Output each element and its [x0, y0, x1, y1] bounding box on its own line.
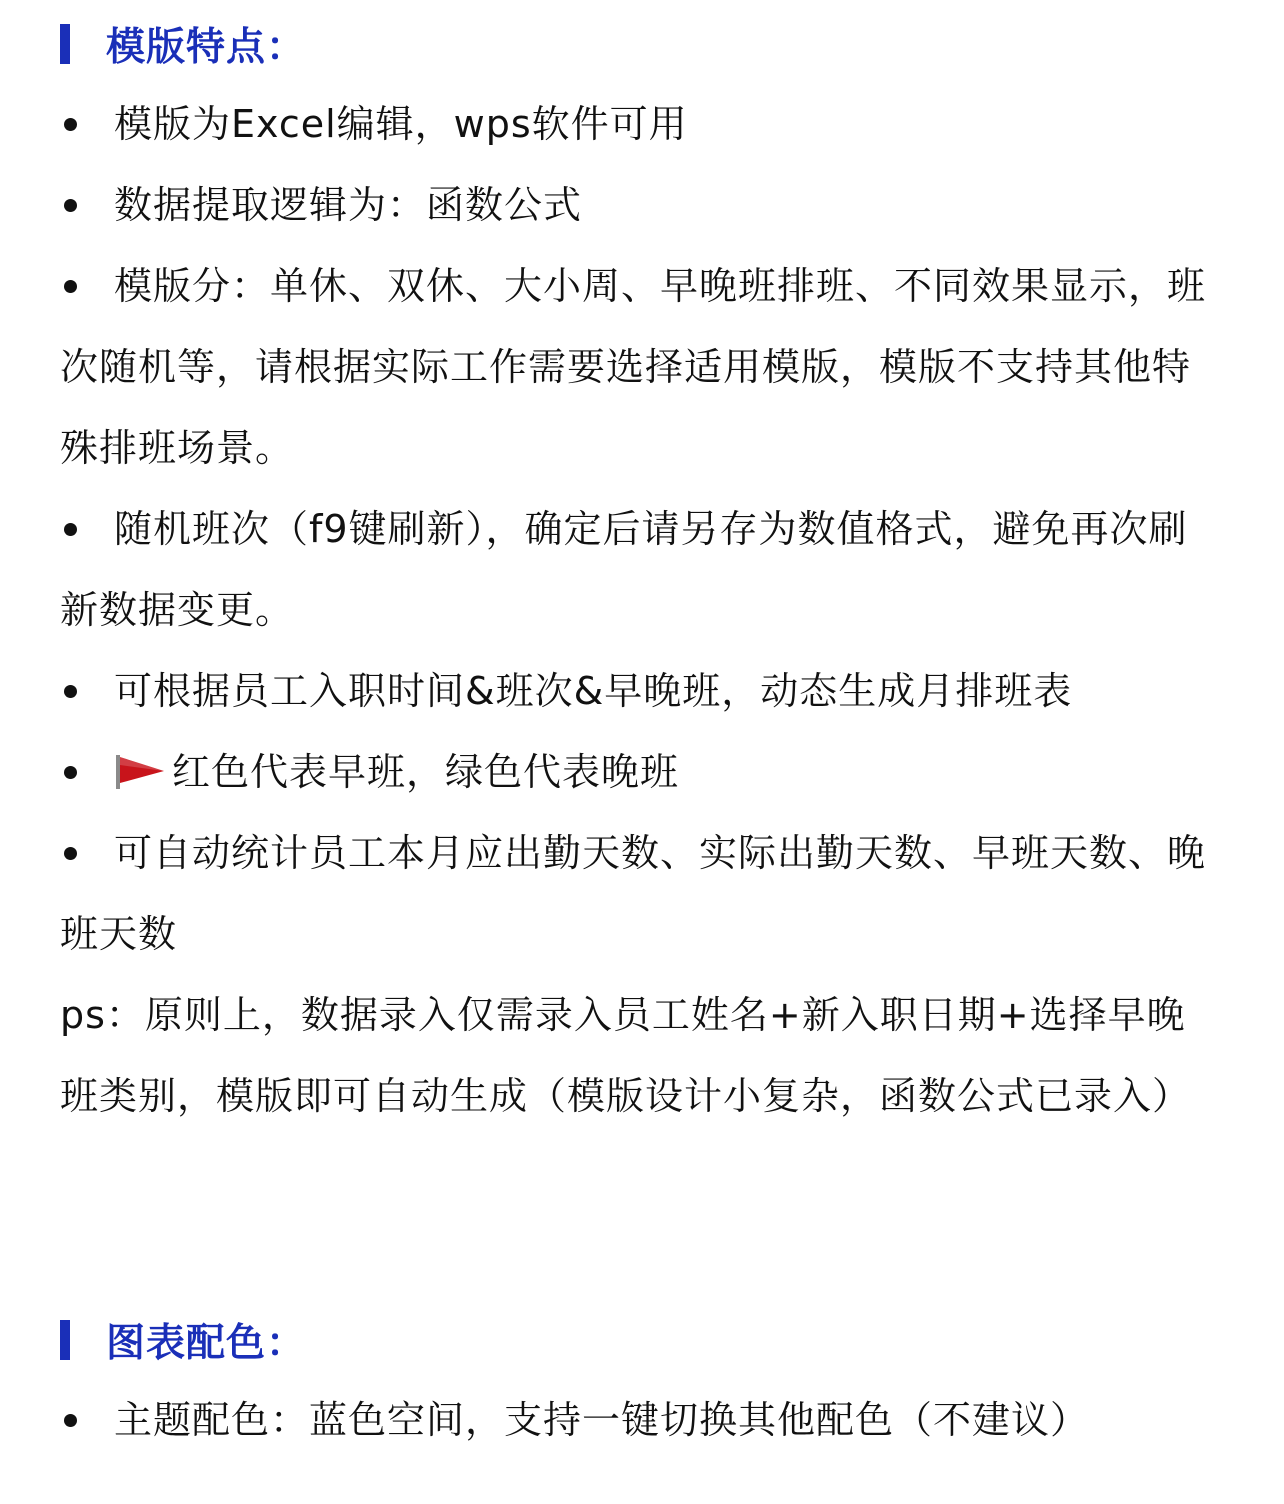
list-item [60, 489, 1220, 651]
list-item [60, 84, 1220, 165]
heading-title: 图表配色： [106, 1321, 307, 1366]
heading-accent-bar [60, 1320, 70, 1360]
section-heading-chart-colors [60, 1300, 306, 1380]
list-item [60, 246, 1220, 489]
red-triangular-flag-icon [114, 751, 166, 791]
note-paragraph: ps：原则上，数据录入仅需录入员工姓名+新入职日期+选择早晚班类别，模版即可自动生成（模版设计小复杂，函数公式已录入） [60, 993, 1192, 1118]
list-item-text: 模版为Excel编辑，wps软件可用 [114, 102, 688, 146]
list-item-text: 随机班次（f9键刷新），确定后请另存为数值格式，避免再次刷新数据变更。 [60, 507, 1188, 632]
section-heading-template-features [60, 4, 306, 84]
list-item-text: 可根据员工入职时间&班次&早晚班，动态生成月排班表 [114, 669, 1073, 713]
list-item [60, 165, 1220, 246]
list-item [60, 732, 1220, 813]
bullet-dot-icon [64, 847, 77, 860]
list-item-text: 红色代表早班，绿色代表晚班 [172, 750, 680, 794]
list-item [60, 1380, 1220, 1461]
list-item [60, 651, 1220, 732]
features-list [60, 84, 1220, 1137]
bullet-dot-icon [64, 1414, 77, 1427]
heading-accent-bar [60, 24, 70, 64]
chart-colors-list [60, 1380, 1220, 1461]
list-item-text: 数据提取逻辑为：函数公式 [114, 183, 583, 227]
list-item-text: 可自动统计员工本月应出勤天数、实际出勤天数、早班天数、晚班天数 [60, 831, 1207, 956]
list-item [60, 813, 1220, 975]
bullet-dot-icon [64, 685, 77, 698]
list-item-text: 主题配色：蓝色空间，支持一键切换其他配色（不建议） [114, 1398, 1090, 1442]
list-item-text: 模版分：单休、双休、大小周、早晚班排班、不同效果显示，班次随机等，请根据实际工作需要选择适用模版，模版不支持其他特殊排班场景。 [60, 264, 1207, 470]
bullet-dot-icon [64, 766, 77, 779]
bullet-dot-icon [64, 523, 77, 536]
bullet-dot-icon [64, 199, 77, 212]
bullet-dot-icon [64, 118, 77, 131]
heading-title: 模版特点： [106, 25, 307, 70]
bullet-dot-icon [64, 280, 77, 293]
